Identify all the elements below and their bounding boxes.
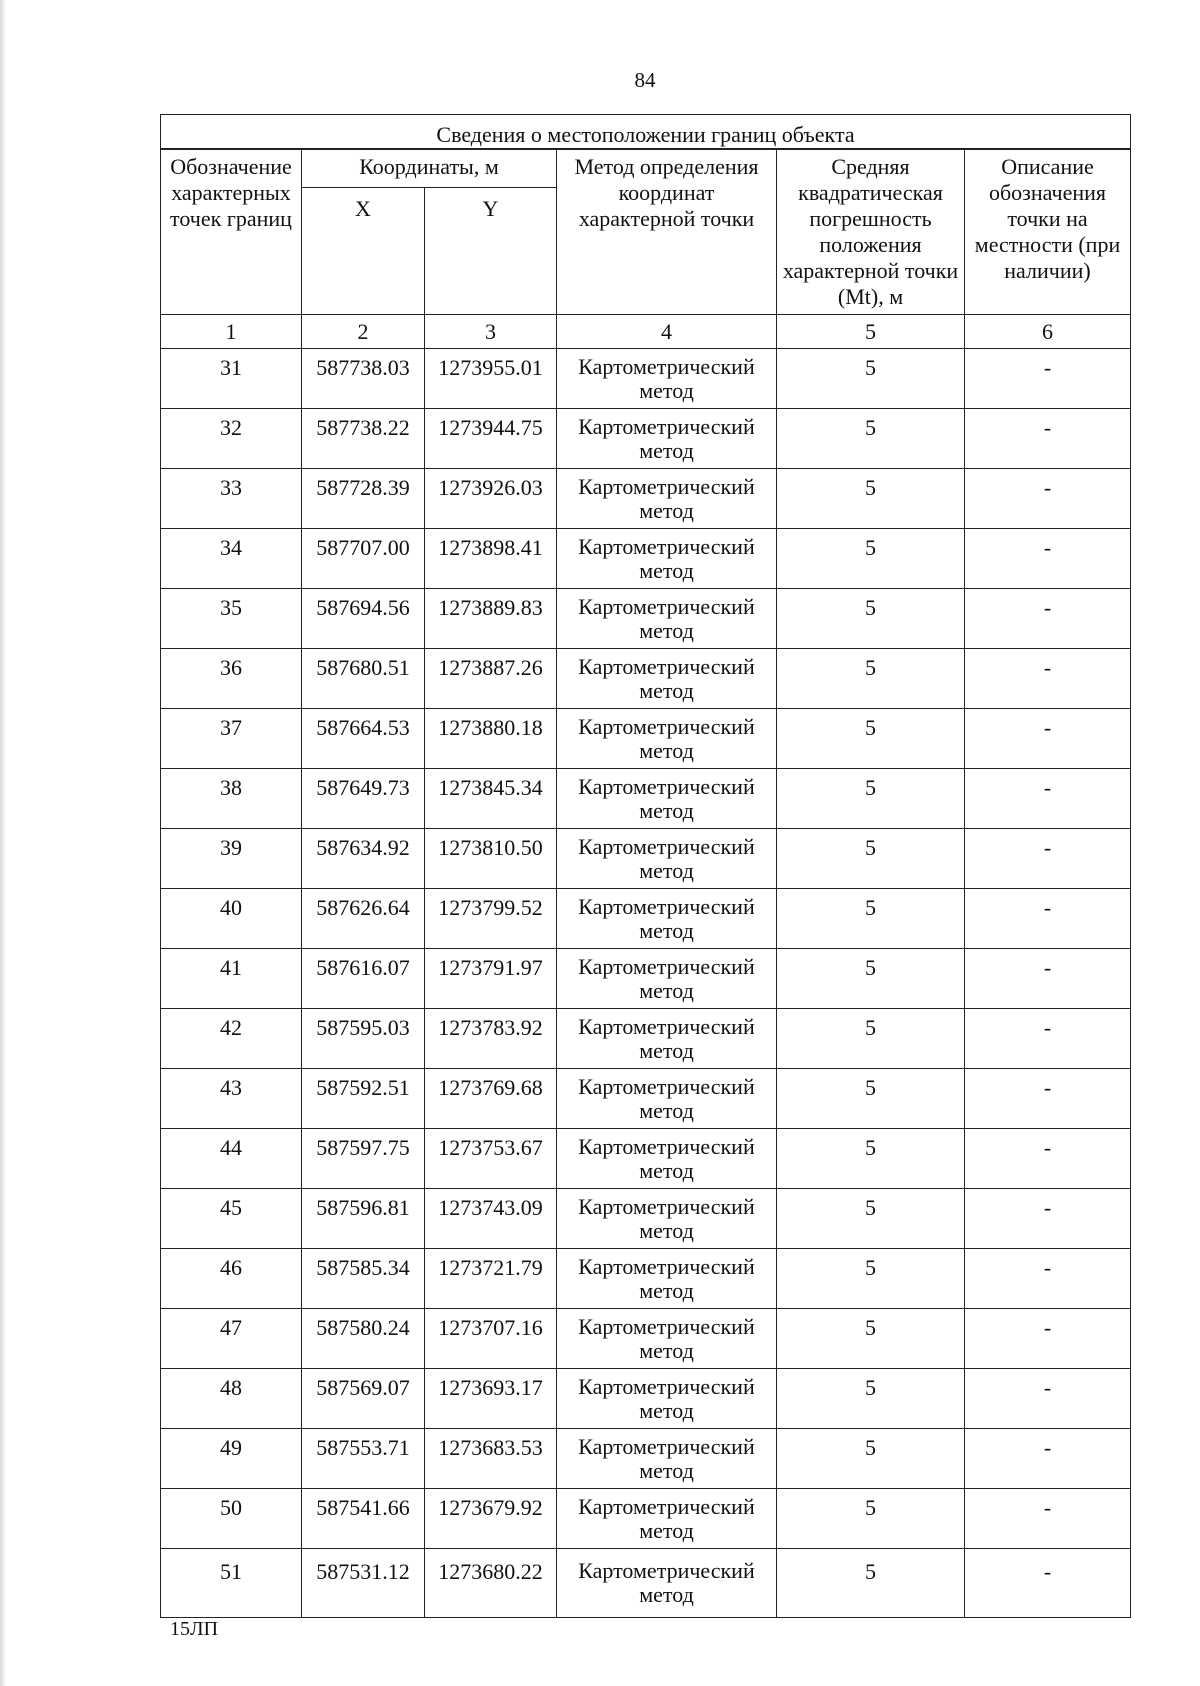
cell-point: 36	[161, 649, 302, 709]
table-title: Сведения о местоположении границ объекта	[161, 115, 1131, 150]
cell-point: 33	[161, 469, 302, 529]
table-row	[161, 709, 1131, 769]
header-x: X	[302, 188, 425, 315]
cell-description: -	[965, 1189, 1131, 1249]
cell-y: 1273880.18	[425, 709, 557, 769]
table-row	[161, 1369, 1131, 1429]
cell-point: 31	[161, 349, 302, 409]
boundary-coordinates-table	[160, 114, 1131, 1618]
cell-x: 587626.64	[302, 889, 425, 949]
cell-description: -	[965, 1309, 1131, 1369]
cell-x: 587707.00	[302, 529, 425, 589]
table-row	[161, 769, 1131, 829]
cell-description: -	[965, 1549, 1131, 1618]
table-row	[161, 829, 1131, 889]
column-number: 6	[965, 315, 1131, 349]
cell-y: 1273680.22	[425, 1549, 557, 1618]
cell-point: 49	[161, 1429, 302, 1489]
cell-error: 5	[777, 349, 965, 409]
header-description: Описание обозначения точки на местности (при наличии)	[965, 149, 1131, 315]
cell-error: 5	[777, 1489, 965, 1549]
table-row	[161, 889, 1131, 949]
cell-error: 5	[777, 1549, 965, 1618]
table-row	[161, 529, 1131, 589]
header-error: Средняя квадратическая погрешность положения характерной точки (Mt), м	[777, 149, 965, 315]
scan-edge	[0, 0, 6, 1686]
cell-point: 50	[161, 1489, 302, 1549]
column-number: 2	[302, 315, 425, 349]
cell-error: 5	[777, 1129, 965, 1189]
cell-method: Картометрический метод	[557, 1309, 777, 1369]
cell-error: 5	[777, 949, 965, 1009]
cell-error: 5	[777, 829, 965, 889]
table-row	[161, 1069, 1131, 1129]
cell-error: 5	[777, 469, 965, 529]
cell-y: 1273887.26	[425, 649, 557, 709]
page-number: 84	[634, 68, 656, 92]
cell-method: Картометрический метод	[557, 1249, 777, 1309]
cell-point: 47	[161, 1309, 302, 1369]
cell-description: -	[965, 949, 1131, 1009]
cell-x: 587580.24	[302, 1309, 425, 1369]
table-body	[161, 349, 1131, 1618]
cell-description: -	[965, 409, 1131, 469]
cell-description: -	[965, 589, 1131, 649]
cell-point: 46	[161, 1249, 302, 1309]
cell-method: Картометрический метод	[557, 1429, 777, 1489]
cell-error: 5	[777, 589, 965, 649]
cell-y: 1273753.67	[425, 1129, 557, 1189]
column-number: 5	[777, 315, 965, 349]
cell-method: Картометрический метод	[557, 769, 777, 829]
cell-x: 587680.51	[302, 649, 425, 709]
table-row	[161, 1009, 1131, 1069]
cell-y: 1273743.09	[425, 1189, 557, 1249]
cell-error: 5	[777, 709, 965, 769]
table-row	[161, 349, 1131, 409]
cell-x: 587634.92	[302, 829, 425, 889]
cell-point: 35	[161, 589, 302, 649]
cell-x: 587664.53	[302, 709, 425, 769]
cell-point: 51	[161, 1549, 302, 1618]
cell-error: 5	[777, 1069, 965, 1129]
table-row	[161, 649, 1131, 709]
cell-y: 1273944.75	[425, 409, 557, 469]
cell-x: 587694.56	[302, 589, 425, 649]
cell-x: 587728.39	[302, 469, 425, 529]
cell-error: 5	[777, 1249, 965, 1309]
cell-y: 1273683.53	[425, 1429, 557, 1489]
table-row	[161, 409, 1131, 469]
table-row	[161, 1489, 1131, 1549]
cell-error: 5	[777, 1309, 965, 1369]
column-number-row	[161, 315, 1131, 349]
cell-description: -	[965, 1249, 1131, 1309]
cell-x: 587585.34	[302, 1249, 425, 1309]
cell-x: 587595.03	[302, 1009, 425, 1069]
cell-method: Картометрический метод	[557, 1009, 777, 1069]
cell-error: 5	[777, 1429, 965, 1489]
cell-point: 43	[161, 1069, 302, 1129]
cell-description: -	[965, 649, 1131, 709]
table-row	[161, 1129, 1131, 1189]
table-row	[161, 1249, 1131, 1309]
cell-point: 38	[161, 769, 302, 829]
cell-point: 39	[161, 829, 302, 889]
cell-method: Картометрический метод	[557, 589, 777, 649]
footer-code: 15ЛП	[170, 1618, 219, 1640]
cell-y: 1273845.34	[425, 769, 557, 829]
header-method: Метод определения координат характерной точки	[557, 149, 777, 315]
cell-x: 587569.07	[302, 1369, 425, 1429]
cell-error: 5	[777, 529, 965, 589]
cell-method: Картометрический метод	[557, 409, 777, 469]
cell-x: 587738.03	[302, 349, 425, 409]
cell-method: Картометрический метод	[557, 709, 777, 769]
cell-y: 1273889.83	[425, 589, 557, 649]
table-row	[161, 469, 1131, 529]
table-row	[161, 1429, 1131, 1489]
cell-error: 5	[777, 1369, 965, 1429]
cell-y: 1273721.79	[425, 1249, 557, 1309]
cell-method: Картометрический метод	[557, 1069, 777, 1129]
cell-method: Картометрический метод	[557, 469, 777, 529]
cell-x: 587596.81	[302, 1189, 425, 1249]
cell-method: Картометрический метод	[557, 889, 777, 949]
cell-description: -	[965, 889, 1131, 949]
cell-description: -	[965, 769, 1131, 829]
table-row	[161, 949, 1131, 1009]
cell-method: Картометрический метод	[557, 529, 777, 589]
header-y: Y	[425, 188, 557, 315]
cell-point: 40	[161, 889, 302, 949]
table-row	[161, 589, 1131, 649]
cell-point: 48	[161, 1369, 302, 1429]
column-number: 1	[161, 315, 302, 349]
cell-description: -	[965, 529, 1131, 589]
cell-point: 42	[161, 1009, 302, 1069]
cell-point: 32	[161, 409, 302, 469]
cell-method: Картометрический метод	[557, 349, 777, 409]
cell-error: 5	[777, 1009, 965, 1069]
cell-method: Картометрический метод	[557, 649, 777, 709]
cell-description: -	[965, 1489, 1131, 1549]
cell-description: -	[965, 349, 1131, 409]
header-point: Обозначение характерных точек границ	[161, 149, 302, 315]
cell-description: -	[965, 829, 1131, 889]
cell-error: 5	[777, 889, 965, 949]
cell-method: Картометрический метод	[557, 1549, 777, 1618]
cell-method: Картометрический метод	[557, 1189, 777, 1249]
cell-description: -	[965, 1009, 1131, 1069]
cell-error: 5	[777, 409, 965, 469]
cell-y: 1273898.41	[425, 529, 557, 589]
table-row	[161, 1189, 1131, 1249]
cell-error: 5	[777, 1189, 965, 1249]
cell-x: 587592.51	[302, 1069, 425, 1129]
column-number: 4	[557, 315, 777, 349]
cell-y: 1273693.17	[425, 1369, 557, 1429]
cell-x: 587541.66	[302, 1489, 425, 1549]
cell-x: 587597.75	[302, 1129, 425, 1189]
cell-y: 1273799.52	[425, 889, 557, 949]
cell-method: Картометрический метод	[557, 1369, 777, 1429]
cell-y: 1273769.68	[425, 1069, 557, 1129]
cell-x: 587738.22	[302, 409, 425, 469]
cell-method: Картометрический метод	[557, 1129, 777, 1189]
cell-y: 1273791.97	[425, 949, 557, 1009]
cell-point: 41	[161, 949, 302, 1009]
cell-y: 1273679.92	[425, 1489, 557, 1549]
cell-point: 34	[161, 529, 302, 589]
column-number: 3	[425, 315, 557, 349]
cell-description: -	[965, 709, 1131, 769]
cell-y: 1273707.16	[425, 1309, 557, 1369]
cell-description: -	[965, 1129, 1131, 1189]
cell-description: -	[965, 469, 1131, 529]
cell-method: Картометрический метод	[557, 949, 777, 1009]
table-row	[161, 1549, 1131, 1618]
cell-error: 5	[777, 769, 965, 829]
cell-description: -	[965, 1369, 1131, 1429]
cell-y: 1273783.92	[425, 1009, 557, 1069]
cell-x: 587649.73	[302, 769, 425, 829]
cell-point: 37	[161, 709, 302, 769]
cell-x: 587531.12	[302, 1549, 425, 1618]
cell-description: -	[965, 1429, 1131, 1489]
cell-point: 45	[161, 1189, 302, 1249]
cell-method: Картометрический метод	[557, 829, 777, 889]
cell-method: Картометрический метод	[557, 1489, 777, 1549]
table-row	[161, 1309, 1131, 1369]
header-coords: Координаты, м	[302, 149, 557, 188]
cell-x: 587553.71	[302, 1429, 425, 1489]
cell-y: 1273955.01	[425, 349, 557, 409]
cell-description: -	[965, 1069, 1131, 1129]
cell-x: 587616.07	[302, 949, 425, 1009]
cell-error: 5	[777, 649, 965, 709]
cell-y: 1273810.50	[425, 829, 557, 889]
cell-point: 44	[161, 1129, 302, 1189]
cell-y: 1273926.03	[425, 469, 557, 529]
